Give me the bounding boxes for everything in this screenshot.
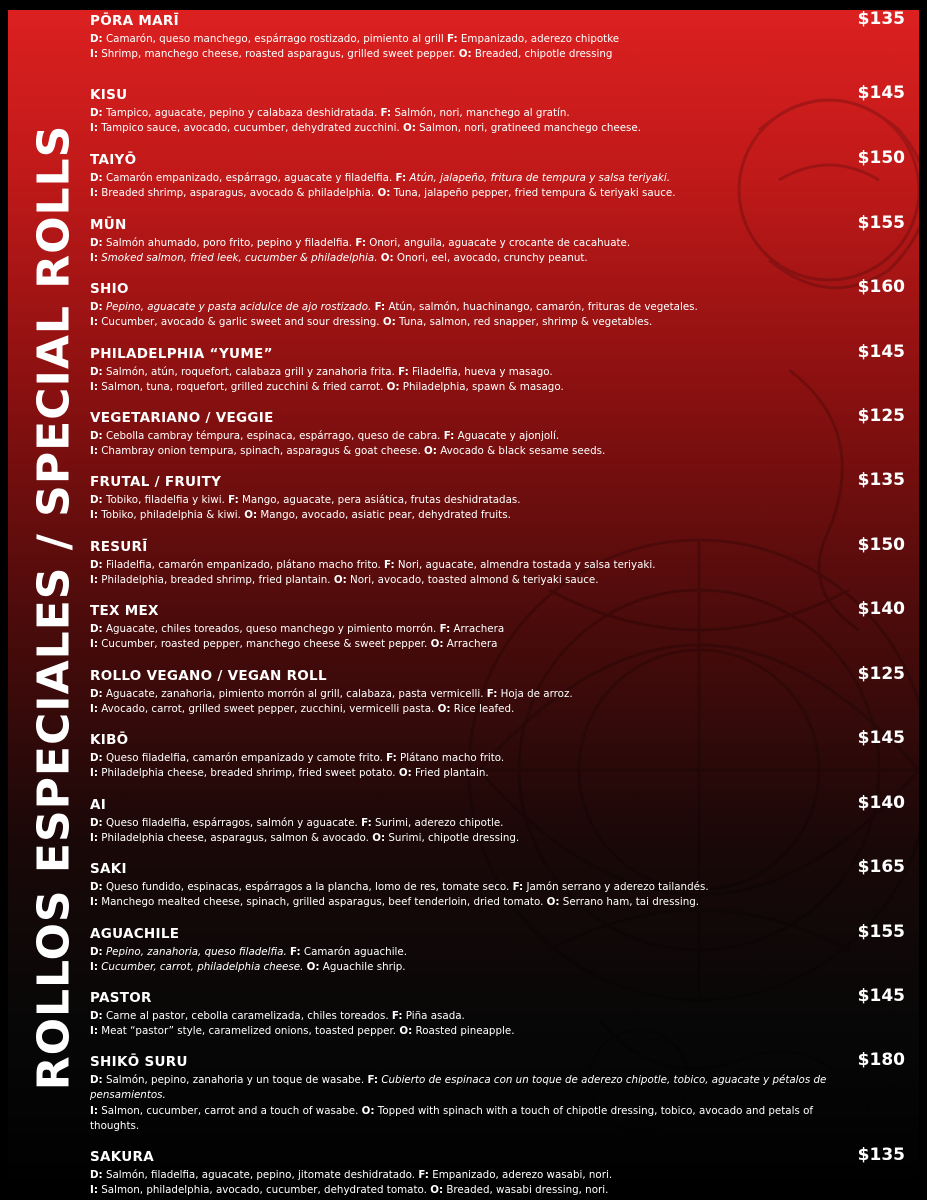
item-description [90,816,835,847]
item-name: PASTOR [90,990,152,1006]
item-description [90,32,835,63]
language-label: D: [90,688,103,700]
language-label: D: [90,946,103,958]
spanish-description [90,106,835,121]
ingredients-text: Manchego mealted cheese, spinach, grilled asparagus, beef tenderloin, dried tomato. [101,896,544,909]
topping-label: F: [380,107,392,119]
topping-label: O: [377,187,391,200]
language-label: I: [90,703,98,716]
spanish-description [90,816,835,831]
topping-label: F: [447,33,458,45]
ingredients-text: Salmón, filadelfia, aguacate, pepino, jitomate deshidratado. [105,1169,416,1181]
language-label: I: [90,638,98,651]
ingredients-text: Cucumber, carrot, philadelphia cheese. [101,961,304,974]
english-description [90,895,835,910]
language-label: D: [90,494,103,506]
language-label: D: [90,107,103,119]
item-price: $165 [857,857,905,877]
topping-text: Mango, avocado, asiatic pear, dehydrated fruits. [260,509,511,522]
topping-text: Atún, salmón, huachinango, camarón, frituras de vegetales. [388,301,698,313]
ingredients-text: Tobiko, philadelphia & kiwi. [101,509,241,522]
topping-label: O: [399,1025,413,1038]
ingredients-text: Philadelphia, breaded shrimp, fried plantain. [101,574,331,587]
item-description [90,622,835,653]
english-description [90,186,835,201]
topping-text: Camarón aguachile. [303,946,408,958]
topping-label: F: [361,817,372,829]
ingredients-text: Pepino, zanahoria, queso filadelfia. [105,946,287,958]
topping-label: F: [374,301,386,313]
topping-label: F: [384,559,395,571]
language-label: D: [90,1010,103,1022]
ingredients-text: Queso filadelfia, espárragos, salmón y aguacate. [105,817,358,829]
language-label: I: [90,509,98,522]
spanish-description [90,622,835,637]
spanish-description [90,429,835,444]
language-label: I: [90,316,98,329]
english-description [90,444,835,459]
topping-label: O: [430,638,444,651]
item-description [90,365,835,396]
ingredients-text: Shrimp, manchego cheese, roasted asparagus, grilled sweet pepper. [101,48,456,61]
topping-label: O: [437,703,451,716]
topping-text: Plátano macho frito. [400,752,505,764]
topping-label: F: [367,1074,379,1086]
spanish-description [90,236,835,251]
ingredients-text: Queso filadelfia, camarón empanizado y camote frito. [105,752,383,764]
item-description [90,558,835,589]
item-name: AGUACHILE [90,926,180,942]
language-label: D: [90,172,103,184]
language-label: I: [90,896,98,909]
english-description [90,573,835,588]
item-description [90,1073,835,1134]
topping-label: F: [439,623,451,635]
topping-label: F: [391,1010,403,1022]
ingredients-text: Carne al pastor, cebolla caramelizada, chiles toreados. [105,1010,389,1022]
item-name: KISU [90,87,128,103]
topping-text: Hoja de arroz. [500,688,573,700]
topping-label: O: [244,509,258,522]
language-label: I: [90,1104,98,1117]
menu-page [8,10,919,1196]
ingredients-text: Camarón, queso manchego, espárrago rostizado, pimiento al grill [105,33,444,45]
spanish-description [90,945,835,960]
item-description [90,300,835,331]
ingredients-text: Philadelphia cheese, asparagus, salmon & avocado. [101,832,369,845]
ingredients-text: Cebolla cambray témpura, espinaca, espárrago, queso de cabra. [105,430,441,442]
item-name: ROLLO VEGANO / VEGAN ROLL [90,668,327,684]
english-description [90,702,835,717]
topping-text: Salmón, nori, manchego al gratín. [394,107,570,119]
item-description [90,171,835,202]
item-price: $145 [857,342,905,362]
item-price: $145 [857,83,905,103]
item-price: $125 [857,406,905,426]
topping-text: Fried plantain. [415,767,489,780]
english-description [90,960,835,975]
item-description [90,751,835,782]
language-label: I: [90,961,98,974]
topping-text: Salmon, nori, gratineed manchego cheese. [419,122,642,135]
spanish-description [90,365,835,380]
language-label: D: [90,623,103,635]
topping-text: Empanizado, aderezo chipotke [460,33,620,45]
topping-label: O: [333,574,347,587]
ingredients-text: Tampico sauce, avocado, cucumber, dehydrated zucchini. [101,122,400,135]
topping-label: O: [430,1184,444,1196]
topping-label: O: [398,767,412,780]
topping-label: F: [512,881,524,893]
ingredients-text: Pepino, aguacate y pasta acidulce de ajo rostizado. [105,301,372,313]
ingredients-text: Tobiko, filadelfia y kiwi. [105,494,225,506]
ingredients-text: Avocado, carrot, grilled sweet pepper, zucchini, vermicelli pasta. [101,703,435,716]
language-label: I: [90,445,98,458]
item-price: $125 [857,664,905,684]
spanish-description [90,1073,835,1104]
topping-label: F: [355,237,366,249]
item-name: AI [90,797,107,813]
ingredients-text: Salmon, philadelphia, avocado, cucumber, dehydrated tomato. [101,1184,427,1196]
language-label: D: [90,366,103,378]
ingredients-text: Cucumber, avocado & garlic sweet and sour dressing. [101,316,380,329]
topping-text: Tuna, jalapeño pepper, fried tempura & teriyaki sauce. [393,187,676,200]
ingredients-text: Aguacate, chiles toreados, queso manchego y pimiento morrón. [105,623,437,635]
language-label: D: [90,301,103,313]
section-title [22,124,86,1090]
english-description [90,251,835,266]
spanish-description [90,1009,835,1024]
language-label: D: [90,33,103,45]
item-name: TEX MEX [90,603,159,619]
ingredients-text: Breaded shrimp, asparagus, avocado & philadelphia. [101,187,375,200]
topping-text: Tuna, salmon, red snapper, shrimp & vegetables. [399,316,653,329]
item-name: PHILADELPHIA “YUME” [90,346,273,362]
english-description [90,1183,835,1196]
item-name: VEGETARIANO / VEGGIE [90,410,274,426]
topping-label: O: [361,1104,375,1117]
item-price: $135 [857,1145,905,1165]
topping-text: Nori, avocado, toasted almond & teriyaki sauce. [350,574,599,587]
ingredients-text: Filadelfia, camarón empanizado, plátano macho frito. [105,559,381,571]
topping-text: Atún, jalapeño, fritura de tempura y salsa teriyaki. [409,172,671,184]
item-description [90,493,835,524]
item-price: $140 [857,599,905,619]
item-description [90,106,835,137]
item-name: MŪN [90,217,127,233]
language-label: D: [90,752,103,764]
item-description [90,1009,835,1040]
spanish-description [90,1168,835,1183]
item-name: SAKI [90,861,127,877]
language-label: D: [90,817,103,829]
item-description [90,945,835,976]
section-title-text: ROLLOS ESPECIALES / SPECIAL ROLLS [28,124,80,1090]
topping-text: Breaded, wasabi dressing, nori. [446,1184,609,1196]
topping-label: F: [395,172,407,184]
spanish-description [90,300,835,315]
english-description [90,315,835,330]
english-description [90,380,835,395]
ingredients-text: Cucumber, roasted pepper, manchego cheese & sweet pepper. [101,638,428,651]
item-name: FRUTAL / FRUITY [90,474,222,490]
english-description [90,121,835,136]
topping-text: Cubierto de espinaca con un toque de aderezo chipotle, tobico, aguacate y pétalos de pensamientos. [90,1074,827,1102]
language-label: I: [90,1184,98,1196]
topping-label: F: [228,494,239,506]
topping-text: Arrachera [453,623,505,635]
english-description [90,637,835,652]
english-description [90,508,835,523]
topping-label: F: [398,366,409,378]
topping-text: Surimi, aderezo chipotle. [374,817,504,829]
language-label: I: [90,122,98,135]
item-price: $180 [857,1050,905,1070]
ingredients-text: Meat “pastor” style, caramelized onions, toasted pepper. [101,1025,397,1038]
language-label: I: [90,187,98,200]
language-label: I: [90,48,98,61]
topping-label: F: [418,1169,429,1181]
ingredients-text: Salmón, pepino, zanahoria y un toque de wasabe. [105,1074,365,1086]
topping-label: O: [402,122,416,135]
topping-label: F: [386,752,397,764]
language-label: D: [90,237,103,249]
ingredients-text: Queso fundido, espinacas, espárragos a la plancha, lomo de res, tomate seco. [105,881,510,893]
topping-label: O: [458,48,472,61]
topping-text: Arrachera [446,638,498,651]
spanish-description [90,558,835,573]
item-description [90,880,835,911]
topping-label: F: [443,430,455,442]
topping-text: Roasted pineapple. [415,1025,515,1038]
english-description [90,766,835,781]
topping-text: Aguachile shrip. [322,961,406,974]
language-label: D: [90,881,103,893]
english-description [90,831,835,846]
item-price: $160 [857,277,905,297]
item-description [90,1168,835,1196]
spanish-description [90,687,835,702]
topping-text: Avocado & black sesame seeds. [440,445,606,458]
item-name: KIBŌ [90,732,129,748]
ingredients-text: Salmón, atún, roquefort, calabaza grill y zanahoria frita. [105,366,395,378]
topping-label: O: [372,832,386,845]
language-label: D: [90,1169,103,1181]
item-name: RESURĪ [90,539,148,555]
item-price: $140 [857,793,905,813]
topping-text: Surimi, chipotle dressing. [388,832,520,845]
ingredients-text: Salmon, tuna, roquefort, grilled zucchini & fried carrot. [101,381,384,394]
topping-text: Breaded, chipotle dressing [474,48,613,61]
topping-text: Nori, aguacate, almendra tostada y salsa teriyaki. [397,559,656,571]
language-label: I: [90,832,98,845]
topping-text: Rice leafed. [453,703,515,716]
ingredients-text: Salmón ahumado, poro frito, pepino y filadelfia. [105,237,353,249]
language-label: I: [90,574,98,587]
language-label: D: [90,1074,103,1086]
ingredients-text: Camarón empanizado, espárrago, aguacate y filadelfia. [105,172,393,184]
topping-label: O: [424,445,437,458]
topping-text: Serrano ham, tai dressing. [562,896,700,909]
item-description [90,429,835,460]
topping-text: Topped with spinach with a touch of chipotle dressing, tobico, avocado and petals of thoughts. [90,1104,814,1132]
ingredients-text: Salmon, cucumber, carrot and a touch of wasabe. [101,1104,359,1117]
topping-text: Onori, eel, avocado, crunchy peanut. [396,252,588,265]
ingredients-text: Philadelphia cheese, breaded shrimp, fried sweet potato. [101,767,396,780]
topping-label: O: [546,896,560,909]
spanish-description [90,751,835,766]
item-price: $155 [857,922,905,942]
item-price: $135 [857,10,905,29]
topping-label: O: [386,381,400,394]
language-label: D: [90,430,103,442]
item-price: $150 [857,535,905,555]
ingredients-text: Smoked salmon, fried leek, cucumber & philadelphia. [101,252,378,265]
topping-text: Filadelfia, hueva y masago. [411,366,553,378]
topping-label: O: [380,252,394,265]
item-price: $150 [857,148,905,168]
spanish-description [90,880,835,895]
spanish-description [90,493,835,508]
topping-text: Empanizado, aderezo wasabi, nori. [432,1169,613,1181]
language-label: I: [90,381,98,394]
topping-text: Philadelphia, spawn & masago. [402,381,564,394]
item-name: PŌRA MARĪ [90,13,179,29]
spanish-description [90,32,835,47]
topping-text: Piña asada. [405,1010,465,1022]
english-description [90,47,835,62]
item-price: $145 [857,986,905,1006]
english-description [90,1024,835,1039]
ingredients-text: Tampico, aguacate, pepino y calabaza deshidratada. [105,107,378,119]
english-description [90,1104,835,1135]
topping-text: Jamón serrano y aderezo tailandés. [526,881,709,893]
topping-text: Onori, anguila, aguacate y crocante de cacahuate. [369,237,631,249]
topping-label: O: [306,961,320,974]
item-description [90,236,835,267]
spanish-description [90,171,835,186]
topping-label: F: [486,688,498,700]
ingredients-text: Chambray onion tempura, spinach, asparagus & goat cheese. [101,445,421,458]
language-label: I: [90,1025,98,1038]
item-price: $145 [857,728,905,748]
item-price: $135 [857,470,905,490]
topping-label: F: [290,946,301,958]
language-label: D: [90,559,103,571]
item-name: SAKURA [90,1149,155,1165]
ingredients-text: Aguacate, zanahoria, pimiento morrón al grill, calabaza, pasta vermicelli. [105,688,484,700]
language-label: I: [90,767,98,780]
item-description [90,687,835,718]
item-price: $155 [857,213,905,233]
language-label: I: [90,252,98,265]
topping-label: O: [382,316,396,329]
topping-text: Aguacate y ajonjolí. [457,430,560,442]
item-name: SHIO [90,281,129,297]
item-name: SHIKŌ SURU [90,1054,188,1070]
topping-text: Mango, aguacate, pera asiática, frutas deshidratadas. [242,494,521,506]
item-name: TAIYŌ [90,152,137,168]
